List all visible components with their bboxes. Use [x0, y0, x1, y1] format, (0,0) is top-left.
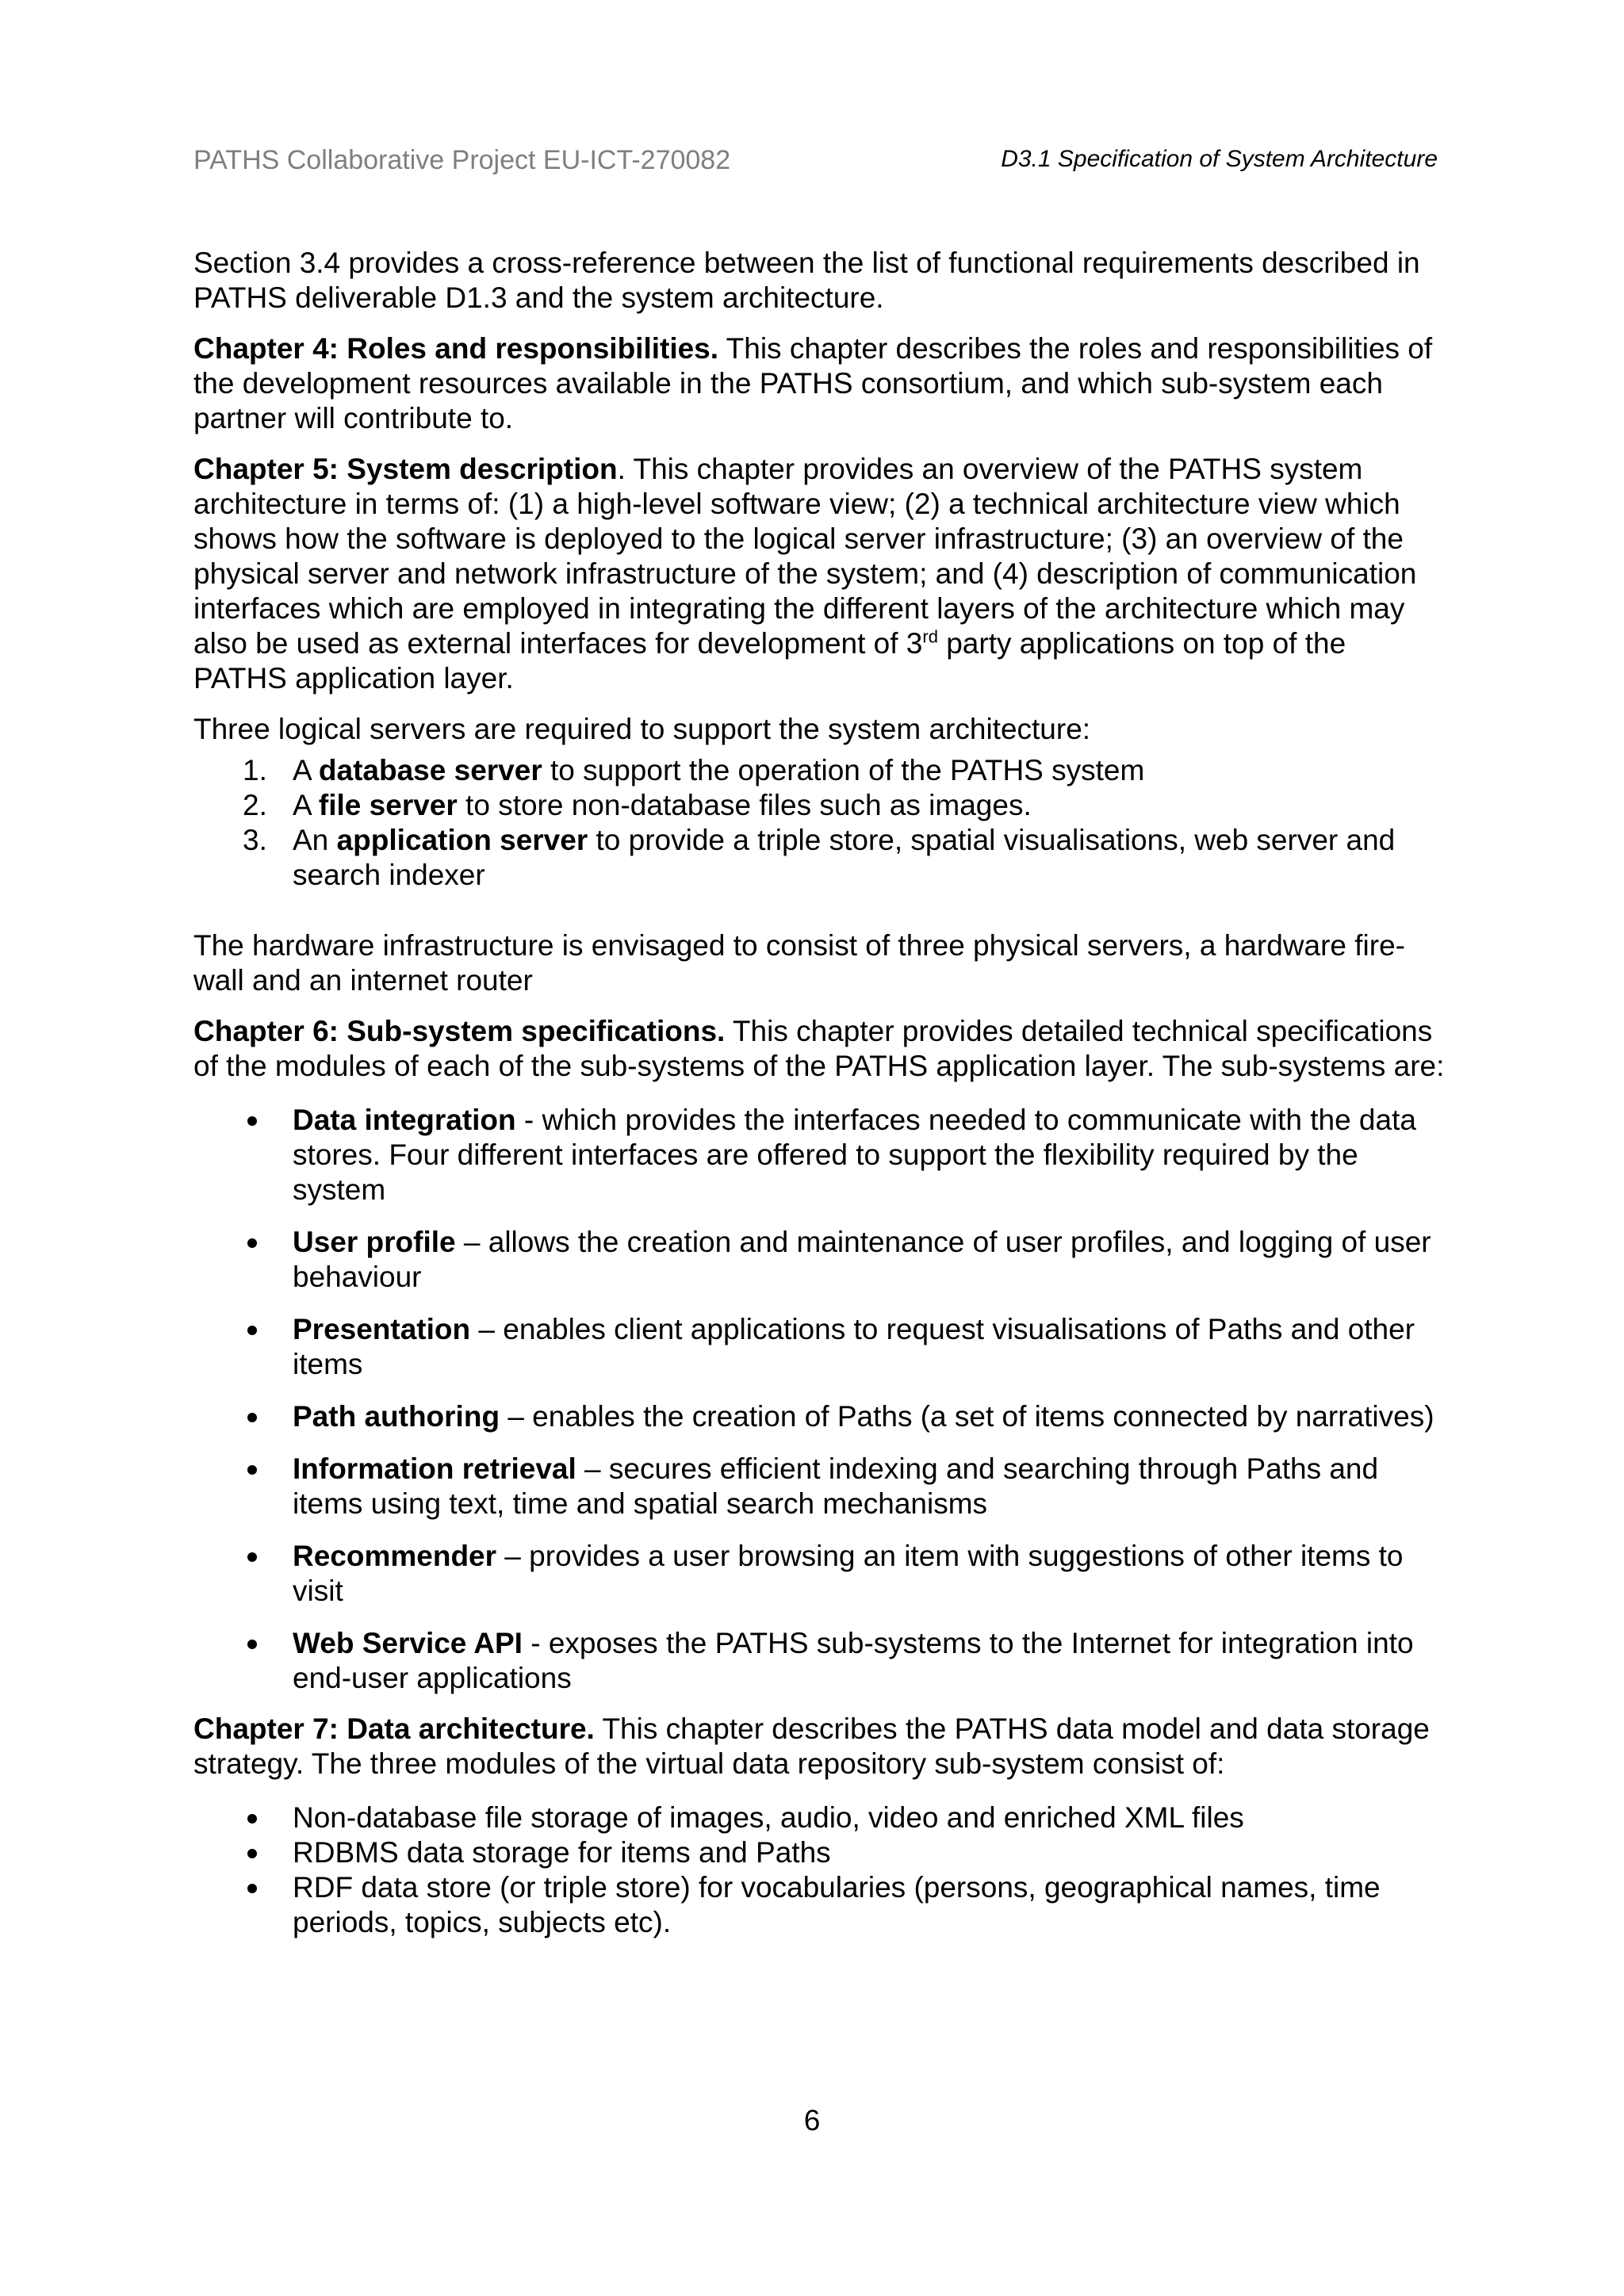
list-item-prefix: An [293, 824, 337, 856]
chapter7-paragraph [193, 1712, 1446, 1781]
running-header-title: D3.1 Specification of System Architecture [1001, 146, 1438, 172]
list-item [193, 1399, 1446, 1434]
list-item [193, 788, 1446, 823]
bullet-icon [247, 1465, 257, 1475]
list-item-term: Path authoring [293, 1400, 500, 1433]
bullet-icon [247, 1413, 257, 1422]
chapter5-paragraph [193, 452, 1446, 696]
list-item [193, 1626, 1446, 1696]
bullet-icon [247, 1238, 257, 1248]
chapter5-superscript: rd [922, 626, 938, 647]
list-item-term: Presentation [293, 1313, 471, 1345]
list-item-text: RDBMS data storage for items and Paths [293, 1836, 831, 1869]
list-item-text: – allows the creation and maintenance of user profiles, and logging of user behaviour [293, 1226, 1431, 1293]
chapter4-title: Chapter 4: Roles and responsibilities. [193, 332, 719, 365]
list-item [193, 1312, 1446, 1382]
chapter4-paragraph [193, 331, 1446, 436]
list-item [193, 753, 1446, 788]
running-header-project: PATHS Collaborative Project EU-ICT-270082 [193, 145, 731, 175]
list-item-text: to provide a triple store, spatial visualisations, web server and search indexer [293, 824, 1396, 891]
list-item-term: Data integration [293, 1104, 516, 1136]
bullet-icon [247, 1814, 257, 1823]
bullet-icon [247, 1552, 257, 1562]
list-item [193, 1103, 1446, 1207]
servers-intro: Three logical servers are required to support the system architecture: [193, 713, 1091, 745]
chapter5-text: . This chapter provides an overview of the PATHS system architecture in terms of: (1) a high-level software view; (2) a technical architecture view which shows how the software is deployed to the logical server infrastructure; (3) an overview of the physical server and network infrastructure of the system; and (4) description of communication interfaces which are employed in integrating the different layers of the architecture which may also be used as external interfaces for development of 3 [193, 453, 1417, 660]
page-body [193, 246, 1446, 1940]
list-item-text: to store non-database files such as images. [457, 789, 1032, 821]
list-item [193, 1835, 1446, 1870]
list-item-term: Information retrieval [293, 1452, 576, 1485]
list-item-term: Web Service API [293, 1627, 523, 1659]
list-item-prefix: A [293, 789, 319, 821]
list-number: 3. [243, 824, 267, 856]
page-number: 6 [803, 2104, 821, 2137]
list-item-text: – secures efficient indexing and searching through Paths and items using text, time and spatial search mechanisms [293, 1452, 1379, 1520]
list-item-text: RDF data store (or triple store) for vocabularies (persons, geographical names, time periods, topics, subjects etc). [293, 1871, 1381, 1938]
bullet-icon [247, 1640, 257, 1649]
chapter6-paragraph [193, 1014, 1446, 1084]
list-item-text: Non-database file storage of images, audio, video and enriched XML files [293, 1801, 1244, 1834]
list-item-text: – enables client applications to request visualisations of Paths and other items [293, 1313, 1415, 1380]
bullet-icon [247, 1326, 257, 1335]
bullet-icon [247, 1884, 257, 1893]
chapter7-text: This chapter describes the PATHS data model and data storage strategy. The three modules of the virtual data repository sub-system consist of: [193, 1712, 1430, 1780]
list-item [193, 823, 1446, 893]
chapter5-title: Chapter 5: System description [193, 453, 618, 485]
list-item-text: - exposes the PATHS sub-systems to the Internet for integration into end-user applications [293, 1627, 1414, 1694]
bullet-icon [247, 1849, 257, 1858]
list-item-term: database server [318, 754, 542, 786]
chapter6-title: Chapter 6: Sub-system specifications. [193, 1015, 726, 1047]
list-item-term: file server [318, 789, 458, 821]
list-item-text: – enables the creation of Paths (a set of items connected by narratives) [500, 1400, 1434, 1433]
bullet-icon [247, 1116, 257, 1126]
chapter4-text: This chapter describes the roles and responsibilities of the development resources available in the PATHS consortium, and which sub-system each partner will contribute to. [193, 332, 1433, 434]
chapter6-text: This chapter provides detailed technical specifications of the modules of each of the sub-systems of the PATHS application layer. The sub-systems are: [193, 1015, 1445, 1082]
list-item-prefix: A [293, 754, 319, 786]
list-item [193, 1800, 1446, 1835]
servers-list [193, 753, 1446, 893]
list-item-text: to support the operation of the PATHS system [542, 754, 1145, 786]
chapter5-text-end: party applications on top of the PATHS application layer. [193, 627, 1346, 695]
list-item-text: – provides a user browsing an item with suggestions of other items to visit [293, 1540, 1404, 1607]
list-number: 2. [243, 789, 267, 821]
list-item [193, 1225, 1446, 1295]
list-number: 1. [243, 754, 267, 786]
intro-paragraph: Section 3.4 provides a cross-reference between the list of functional requirements described in PATHS deliverable D1.3 and the system architecture. [193, 247, 1420, 314]
subsystems-list [193, 1103, 1446, 1696]
hardware-paragraph: The hardware infrastructure is envisaged to consist of three physical servers, a hardware fire-wall and an internet router [193, 929, 1405, 997]
list-item-term: User profile [293, 1226, 456, 1258]
list-item [193, 1870, 1446, 1940]
list-item [193, 1452, 1446, 1521]
list-item [193, 1539, 1446, 1609]
storage-list [193, 1800, 1446, 1940]
list-item-term: application server [336, 824, 588, 856]
list-item-text: - which provides the interfaces needed to communicate with the data stores. Four different interfaces are offered to support the flexibility required by the system [293, 1104, 1416, 1206]
list-item-term: Recommender [293, 1540, 497, 1572]
chapter7-title: Chapter 7: Data architecture. [193, 1712, 595, 1745]
